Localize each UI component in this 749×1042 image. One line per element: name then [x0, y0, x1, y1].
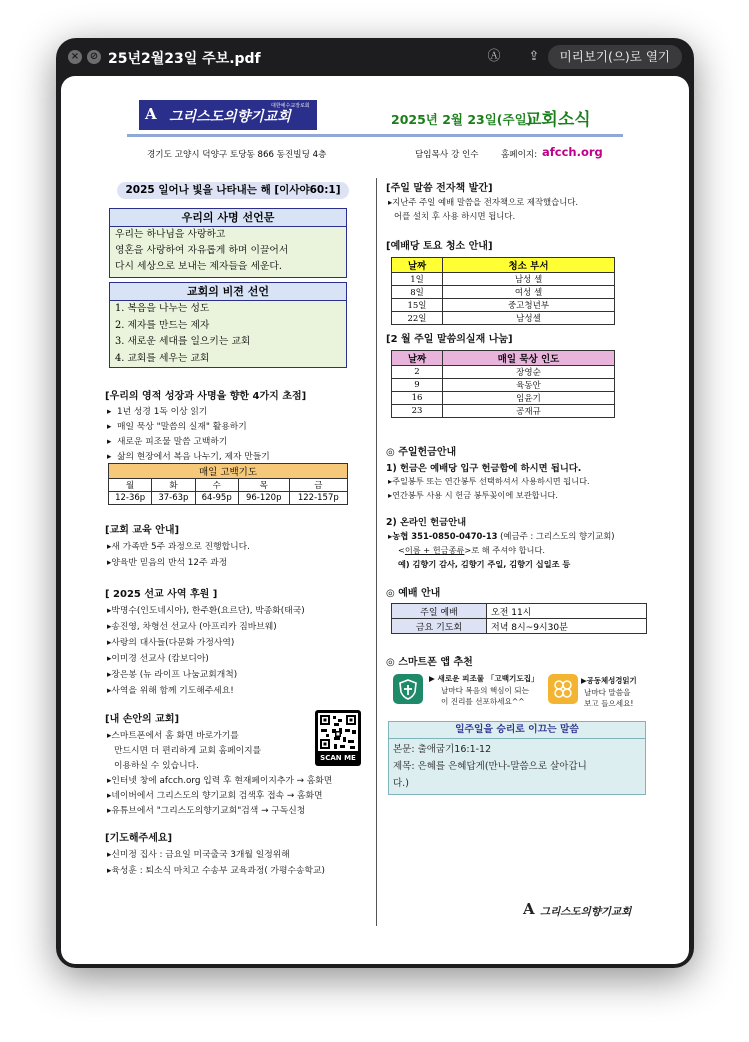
bank-account: ▸농협 351-0850-0470-13 (예금주 : 그리스도의 향기교회)	[388, 531, 615, 541]
worship-time: 오전 11시	[487, 604, 647, 619]
close-icon[interactable]: ×	[68, 50, 82, 64]
sharing-leader: 육동안	[443, 379, 615, 392]
sharing-date: 16	[392, 392, 443, 405]
community-bible-icon	[548, 674, 578, 704]
vision-line: 4. 교회를 세우는 교회	[115, 352, 210, 364]
education-item: ▸양육반 믿음의 반석 12주 과정	[107, 558, 228, 568]
bulletin-title: 교회소식	[525, 110, 591, 130]
app2-title: ▶공동체성경읽기	[581, 676, 637, 685]
day-cell: 금	[289, 479, 347, 492]
cleaning-group: 중고청년부	[443, 299, 615, 312]
focus-item: ▸ 삶의 현장에서 복음 나누기, 제자 만들기	[107, 452, 270, 462]
day-cell: 목	[238, 479, 289, 492]
sharing-leader: 임윤기	[443, 392, 615, 405]
sermon-box	[388, 721, 646, 795]
logo-small-text: 대한예수교장로회	[271, 103, 310, 109]
sharing-date: 9	[392, 379, 443, 392]
sermon-body	[389, 739, 645, 794]
education-title: [교회 교육 안내]	[105, 525, 180, 536]
mission-line: 다시 세상으로 보내는 제자들을 세운다.	[115, 261, 282, 272]
cleaning-group: 여성 셀	[443, 286, 615, 299]
page-range-cell: 64-95p	[195, 492, 238, 505]
cleaning-date: 1일	[392, 273, 443, 286]
app2-line: 날마다 말씀을	[584, 688, 631, 697]
handheld-item: 이용하실 수 있습니다.	[114, 761, 199, 771]
cleaning-group: 남성셀	[443, 312, 615, 325]
bible-reading-app-icon[interactable]	[548, 674, 578, 704]
sharing-title: [2 월 주일 말씀의실재 나눔]	[386, 334, 513, 345]
sharing-leader: 공재규	[443, 405, 615, 418]
page-range-cell: 122-157p	[289, 492, 347, 505]
mission-support-item: ▸사역을 위해 함께 기도해주세요!	[107, 686, 234, 696]
mission-title: 우리의 사명 선언문	[110, 209, 346, 227]
sermon-subject-cont: 다.)	[393, 778, 409, 789]
offering-title: ◎ 주일헌금안내	[386, 447, 457, 458]
worship-name: 주일 예배	[392, 604, 487, 619]
page-range-cell: 12-36p	[109, 492, 152, 505]
sharing-leader: 장영순	[443, 366, 615, 379]
apps-title: ◎ 스마트폰 앱 추천	[386, 657, 473, 668]
day-cell: 화	[152, 479, 195, 492]
open-in-preview-button[interactable]: 미리보기(으)로 열기	[548, 45, 682, 69]
cleaning-date: 22일	[392, 312, 443, 325]
focus-title: [우리의 영적 성장과 사명을 향한 4가지 초점]	[105, 391, 307, 402]
preview-window	[56, 38, 694, 968]
vision-title: 교회의 비젼 선언	[110, 283, 346, 301]
focus-item: ▸ 1년 성경 1독 이상 읽기	[107, 407, 208, 417]
vision-line: 2. 제자를 만드는 제자	[115, 319, 210, 331]
year-theme: 2025 일어나 빛을 나타내는 해 [이사야60:1]	[117, 182, 349, 199]
focus-item: ▸ 매일 묵상 "말씀의 실재" 활용하기	[107, 422, 247, 432]
mission-statement-box	[109, 208, 347, 278]
logo-text: 그리스도의향기교회	[169, 109, 291, 125]
sharing-header: 매일 묵상 인도	[443, 351, 615, 366]
ebook-line: ▸지난주 주일 예배 말씀을 전자책으로 제작했습니다.	[388, 197, 579, 207]
qr-code[interactable]	[315, 710, 361, 766]
offering-format: <이름 + 헌금종류>로 해 주셔야 합니다.	[398, 545, 545, 555]
cleaning-title: [예배당 토요 청소 안내]	[386, 241, 493, 252]
mission-support-item: ▸사랑의 대사들(다문화 가정사역)	[107, 638, 235, 648]
vision-line: 3. 새로운 세대를 일으키는 교회	[115, 336, 251, 347]
qr-scan-label: SCAN ME	[320, 754, 356, 762]
bank-account-number: ▸농협 351-0850-0470-13	[388, 531, 498, 541]
vision-lines	[110, 301, 346, 367]
sharing-header: 날짜	[392, 351, 443, 366]
mission-support-item: ▸이미경 선교사 (캄보디아)	[107, 654, 209, 664]
prayer-request-item: ▸신미정 집사 : 금요일 미국출국 3개월 일정위해	[107, 850, 290, 860]
vision-line: 1. 복음을 나누는 성도	[115, 303, 210, 314]
mission-support-title: [ 2025 선교 사역 후원 ]	[105, 589, 218, 600]
homepage-label: 홈페이지:	[501, 150, 538, 160]
app2-line: 보고 들으세요!	[584, 699, 634, 708]
worship-title: ◎ 예배 안내	[386, 588, 441, 599]
handheld-item: ▸유튜브에서 "그리스도의향기교회"검색 → 구독신청	[107, 806, 306, 816]
app1-title: ▶ 새로운 피조물 「고백기도집」	[429, 674, 539, 683]
pastor-name: 담임목사 강 인수	[415, 150, 479, 160]
homepage-link[interactable]: afcch.org	[542, 145, 603, 159]
footer-logo	[523, 899, 643, 921]
markup-icon[interactable]: Ⓐ	[487, 49, 501, 64]
offering-sub2: 2) 온라인 헌금안내	[386, 517, 467, 528]
handheld-item: ▸네이버에서 그리스도의 향기교회 검색후 접속 → 홈화면	[107, 791, 323, 801]
sermon-passage: 본문: 출애굽기16:1-12	[393, 744, 492, 755]
education-item: ▸새 가족반 5주 과정으로 진행합니다.	[107, 542, 250, 552]
handheld-church-title: [내 손안의 교회]	[105, 714, 180, 725]
sharing-table	[391, 350, 615, 418]
sharing-date: 23	[392, 405, 443, 418]
mission-support-item: ▸송진영, 차형선 선교사 (아프리카 짐바브웨)	[107, 622, 277, 632]
mission-lines	[110, 227, 346, 275]
cleaning-header: 날짜	[392, 258, 443, 273]
pdf-page	[61, 76, 689, 964]
cleaning-table	[391, 257, 615, 325]
header-rule	[127, 134, 623, 137]
ebook-title: [주일 말씀 전자책 발간]	[386, 183, 493, 194]
prayer-request-item: ▸육성훈 : 퇴소식 마치고 수송부 교육과정( 가평수송학교)	[107, 866, 325, 876]
mission-support-item: ▸박명수(인도네시아), 한주환(요르단), 박종화(태국)	[107, 606, 305, 616]
handheld-item: 만드시면 더 편리하게 교회 홈페이지를	[114, 746, 262, 756]
app1-line: 날마다 복음의 핵심이 되는	[441, 686, 529, 695]
mission-support-item: ▸장은봉 (뉴 라이프 나눔교회개척)	[107, 670, 238, 680]
daily-prayer-title: 매일 고백기도	[109, 464, 348, 479]
page-range-cell: 37-63p	[152, 492, 195, 505]
day-cell: 수	[195, 479, 238, 492]
column-divider	[376, 178, 377, 926]
offering-sub1: 1) 헌금은 예배당 입구 헌금함에 하시면 됩니다.	[386, 463, 582, 474]
footer-logo-mark-icon: A	[523, 900, 535, 918]
qr-code-icon	[315, 710, 361, 754]
page-range-cell: 96-120p	[238, 492, 289, 505]
worship-table	[391, 603, 647, 634]
cancel-icon[interactable]: ⊘	[87, 50, 101, 64]
sharing-date: 2	[392, 366, 443, 379]
cleaning-date: 15일	[392, 299, 443, 312]
ebook-line: 어플 설치 후 사용 하시면 됩니다.	[394, 211, 516, 221]
vision-statement-box	[109, 282, 347, 368]
church-logo-banner	[139, 100, 317, 130]
sermon-subject: 제목: 은혜를 은혜답게(만나-말씀으로 살아갑니	[393, 761, 587, 772]
app1-line: 이 진리를 선포하세요^^	[441, 697, 525, 706]
handheld-item: ▸인터넷 창에 afcch.org 입력 후 현재페이지추가 → 홈화면	[107, 776, 333, 786]
sermon-box-title: 일주일을 승리로 이끄는 말씀	[389, 722, 645, 739]
offering-format-link: 이름 + 헌금종류	[404, 545, 465, 555]
window-title: 25년2월23일 주보.pdf	[108, 51, 261, 67]
bulletin-date: 2025년 2월 23일(주일)	[391, 112, 533, 127]
offering-item: ▸연간봉투 사용 시 헌금 봉투꽂이에 보관합니다.	[388, 490, 558, 500]
mission-line: 우리는 하나님을 사랑하고	[115, 229, 226, 240]
confession-app-icon[interactable]	[393, 674, 423, 704]
prayer-request-title: [기도해주세요]	[105, 833, 173, 844]
cleaning-header: 청소 부서	[443, 258, 615, 273]
worship-time: 저녁 8시~9시30분	[487, 619, 647, 634]
cleaning-date: 8일	[392, 286, 443, 299]
daily-prayer-table	[108, 463, 348, 505]
worship-name: 금요 기도회	[392, 619, 487, 634]
logo-mark-icon: A	[145, 105, 157, 123]
day-cell: 월	[109, 479, 152, 492]
shield-cross-icon	[393, 674, 423, 704]
offering-item: ▸주일봉투 또는 연간봉투 선택하셔서 사용하시면 됩니다.	[388, 476, 590, 486]
cleaning-group: 남성 셀	[443, 273, 615, 286]
footer-logo-text: 그리스도의향기교회	[540, 906, 632, 918]
offering-example: 예) 김향기 감사, 김향기 주일, 김향기 십일조 등	[398, 559, 571, 569]
title-bar	[56, 38, 694, 76]
share-icon[interactable]: ⇪	[528, 49, 540, 64]
handheld-item: ▸스마트폰에서 홈 화면 바로가기를	[107, 731, 239, 741]
church-address: 경기도 고양시 덕양구 토당동 866 동진빌딩 4층	[147, 150, 327, 160]
mission-line: 영혼을 사랑하여 자유롭게 하며 이끌어서	[115, 245, 289, 256]
focus-item: ▸ 새로운 피조물 말씀 고백하기	[107, 437, 228, 447]
